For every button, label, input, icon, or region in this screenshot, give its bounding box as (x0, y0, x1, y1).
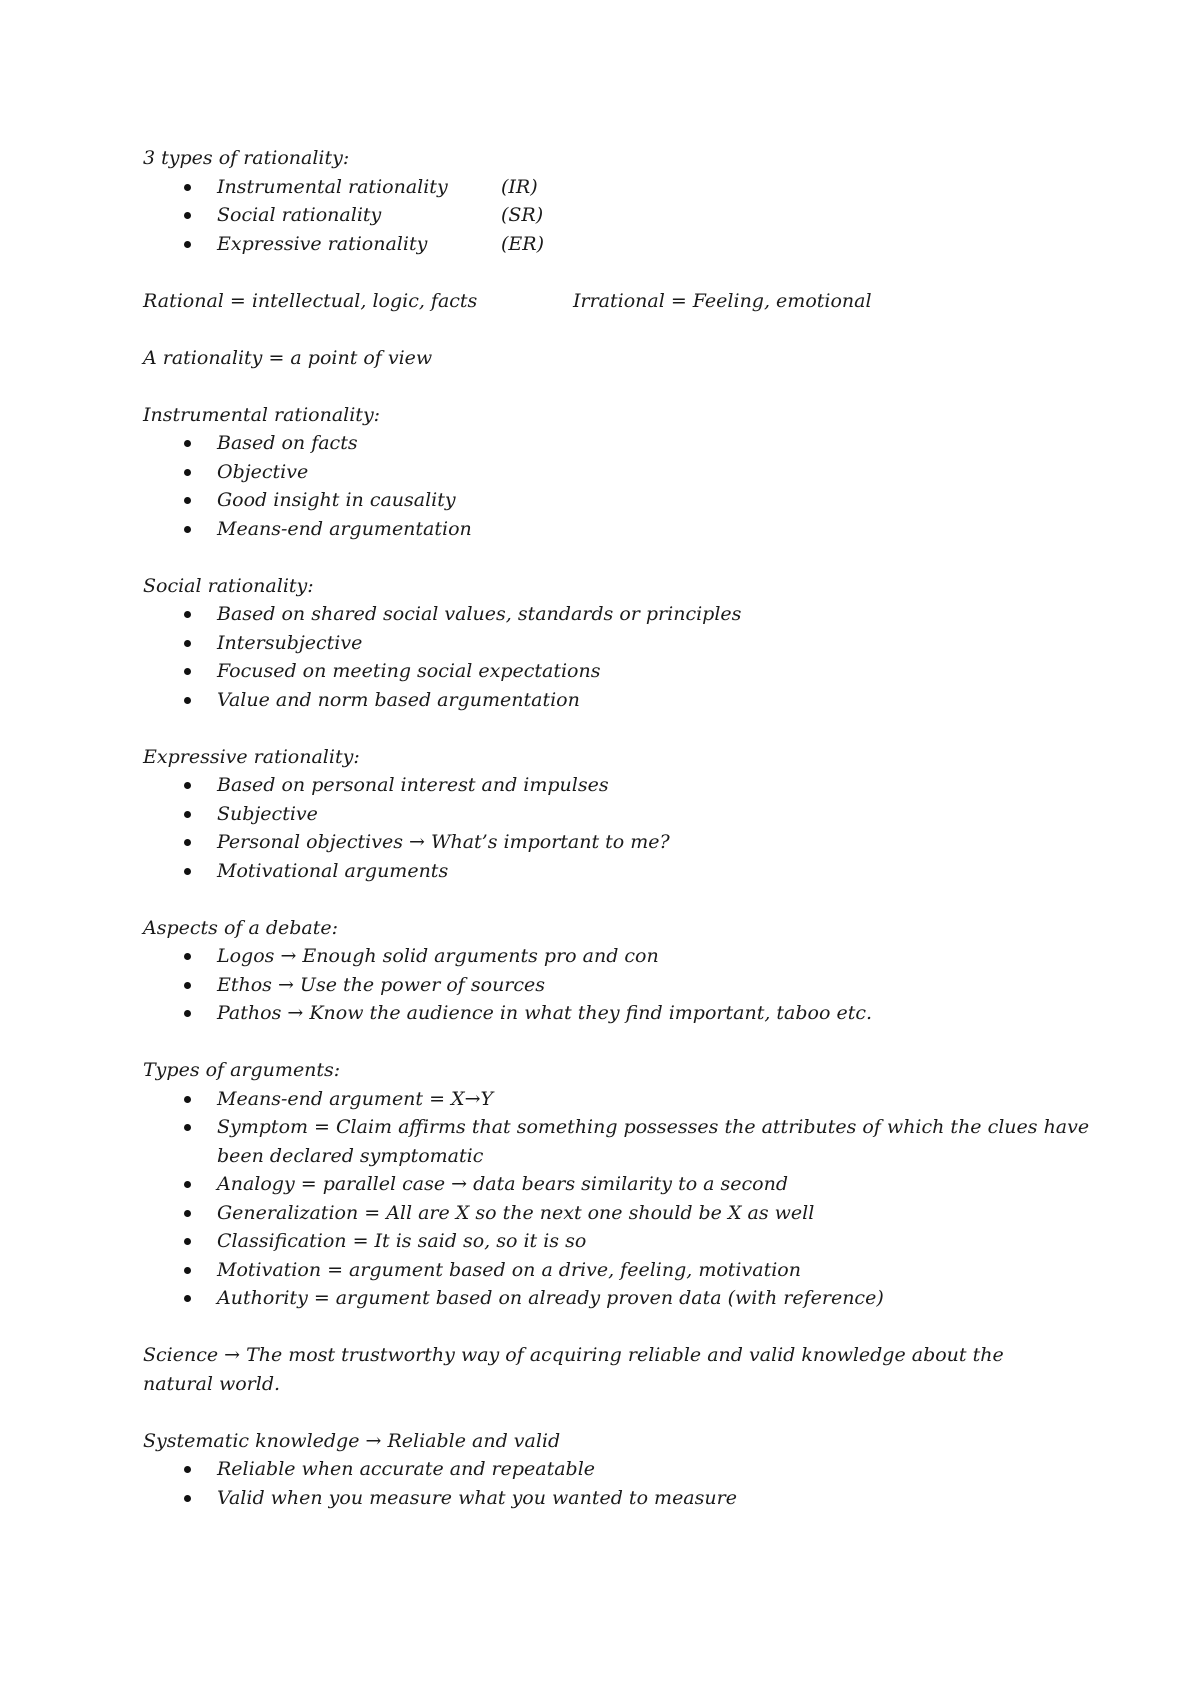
science-paragraph: Science → The most trustworthy way of acquiring reliable and valid knowledge about the natural world. (143, 1344, 1004, 1395)
expressive-list (143, 771, 1083, 885)
list-item: Based on personal interest and impulses (143, 771, 1083, 800)
list-item: Based on shared social values, standards or principles (143, 600, 1083, 629)
rational-line (143, 287, 1083, 316)
arguments-heading: Types of arguments: (143, 1059, 341, 1081)
list-item: Reliable when accurate and repeatable (143, 1455, 1083, 1484)
list-item: Subjective (143, 800, 1083, 829)
list-item: Value and norm based argumentation (143, 686, 1083, 715)
social-heading: Social rationality: (143, 574, 314, 597)
list-item: Good insight in causality (143, 486, 1083, 515)
debate-heading: Aspects of a debate: (143, 916, 339, 939)
instrumental-list (143, 429, 1083, 543)
abbreviation: (IR) (501, 175, 538, 198)
list-item: Classification = It is said so, so it is so (143, 1227, 1083, 1256)
point-of-view-line: A rationality = a point of view (143, 346, 433, 369)
list-item: Authority = argument based on already proven data (with reference) (143, 1284, 1083, 1313)
list-item: Logos → Enough solid arguments pro and con (143, 942, 1083, 971)
list-item: Generalization = All are X so the next one should be X as well (143, 1199, 1083, 1228)
list-item: Valid when you measure what you wanted to measure (143, 1484, 1083, 1513)
instrumental-heading: Instrumental rationality: (143, 403, 381, 426)
list-item: Based on facts (143, 429, 1083, 458)
expressive-heading: Expressive rationality: (143, 745, 360, 768)
abbreviation: (ER) (501, 232, 545, 255)
systematic-list (143, 1455, 1083, 1512)
list-item: Symptom = Claim affirms that something possesses the attributes of which the clues have been declared symptomatic (143, 1113, 1097, 1170)
debate-list (143, 942, 1083, 1028)
list-item: Means-end argument = X→Y (143, 1085, 1083, 1114)
abbreviation: (SR) (501, 204, 544, 226)
rational-definition: Rational = intellectual, logic, facts (143, 289, 478, 312)
list-item: Pathos → Know the audience in what they find important, taboo etc. (143, 999, 1083, 1028)
list-item: Social rationality (SR) (143, 201, 1083, 230)
document-page (143, 144, 1090, 1512)
systematic-heading: Systematic knowledge → Reliable and valid (143, 1429, 561, 1452)
list-item: Motivation = argument based on a drive, feeling, motivation (143, 1256, 1083, 1285)
irrational-definition: Irrational = Feeling, emotional (573, 289, 872, 312)
arguments-list (143, 1085, 1090, 1313)
types-heading: 3 types of rationality: (143, 147, 350, 169)
list-item: Ethos → Use the power of sources (143, 971, 1083, 1000)
list-item: Analogy = parallel case → data bears similarity to a second (143, 1170, 1083, 1199)
list-item: Objective (143, 458, 1083, 487)
list-item: Personal objectives → What’s important to me? (143, 828, 1083, 857)
list-item: Focused on meeting social expectations (143, 657, 1083, 686)
list-item: Means-end argumentation (143, 515, 1083, 544)
list-item: Intersubjective (143, 629, 1083, 658)
types-list (143, 173, 1083, 259)
list-item: Instrumental rationality (IR) (143, 173, 1083, 202)
list-item: Motivational arguments (143, 857, 1083, 886)
list-item: Expressive rationality (ER) (143, 230, 1083, 259)
social-list (143, 600, 1083, 714)
